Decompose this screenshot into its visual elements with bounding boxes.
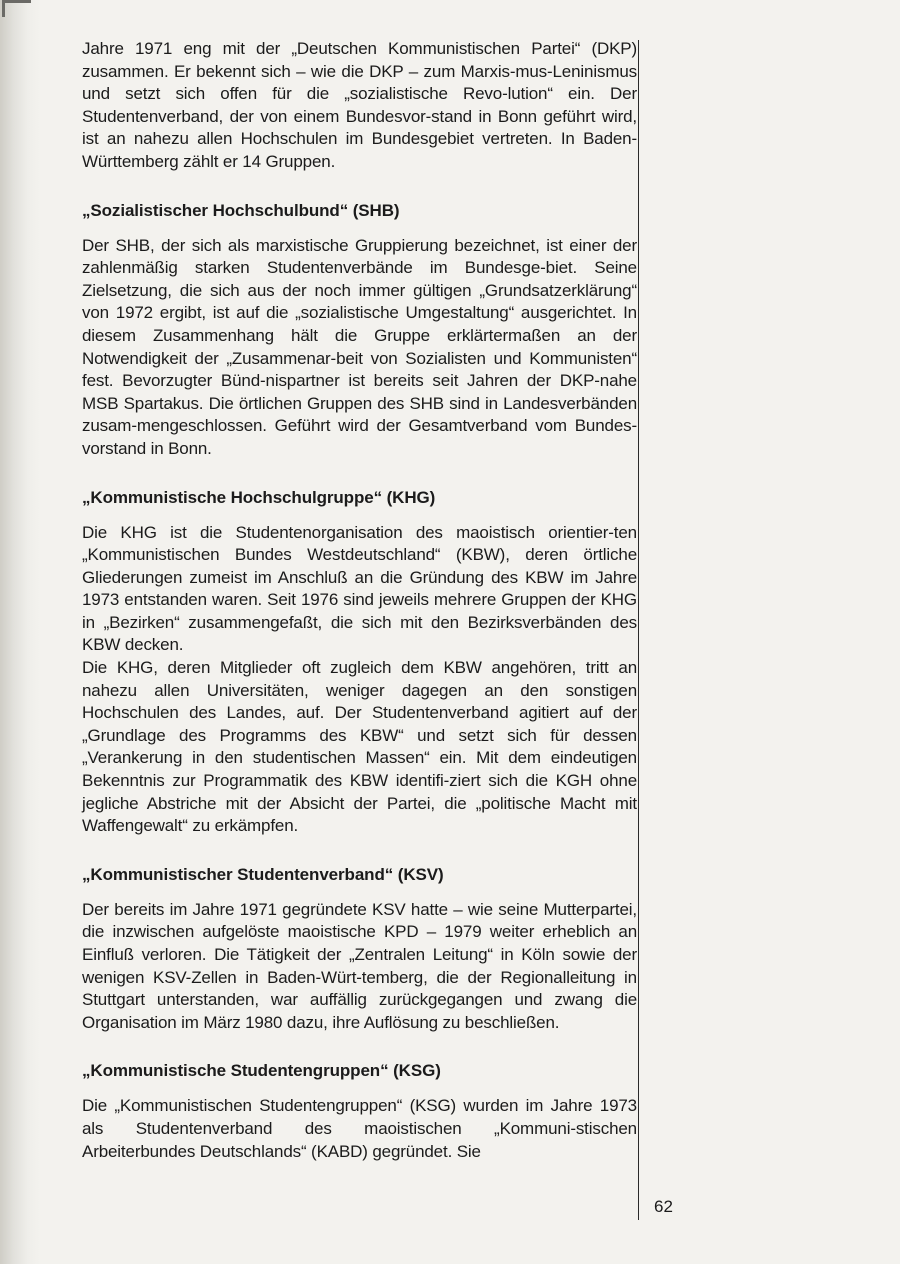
section-heading-ksv: „Kommunistischer Studentenverband“ (KSV)	[82, 864, 444, 884]
page-binding-shadow	[0, 0, 40, 1264]
section-heading-ksg: „Kommunistische Studentengruppen“ (KSG)	[82, 1061, 441, 1081]
section-heading-shb: „Sozialistischer Hochschulbund“ (SHB)	[82, 200, 400, 220]
section-heading-khg: „Kommunistische Hochschulgruppe“ (KHG)	[82, 487, 436, 507]
margin-rule	[638, 40, 639, 1220]
section-paragraph-khg-1: Die KHG ist die Studentenorganisation des maoistisch orientier-ten „Kommunistischen Bundes Westdeutschland“ (KBW), deren örtliche Gliederungen zumeist im Anschluß an die Gründung des KBW im Jahre 1973 entstanden waren. Seit 1976 sind jeweils mehrere Gruppen der KHG in „Bezirken“ zusammengefaßt, die sich mit den Bezirksverbänden des KBW decken.	[82, 522, 637, 655]
document-page	[82, 38, 637, 1163]
scan-corner-mark	[2, 0, 31, 17]
intro-paragraph: Jahre 1971 eng mit der „Deutschen Kommunistischen Partei“ (DKP) zusammen. Er bekennt sich – wie die DKP – zum Marxis-mus-Leninismus und setzt sich offen für die „sozialistische Revo-lution“ ein. Der Studentenverband, der von einem Bundesvor-stand in Bonn geführt wird, ist an nahezu allen Hochschulen im Bundesgebiet vertreten. In Baden-Württemberg zählt er 14 Gruppen.	[82, 39, 637, 171]
section-paragraph-ksv: Der bereits im Jahre 1971 gegründete KSV hatte – wie seine Mutterpartei, die inzwischen aufgelöste maoistische KPD – 1979 weiter erheblich an Einfluß verloren. Die Tätigkeit der „Zentralen Leitung“ in Köln sowie der wenigen KSV-Zellen in Baden-Würt-temberg, die der Regionalleitung in Stuttgart unterstanden, war auffällig zurückgegangen und zwang die Organisation im März 1980 dazu, ihre Auflösung zu beschließen.	[82, 899, 637, 1032]
section-paragraph-ksg: Die „Kommunistischen Studentengruppen“ (KSG) wurden im Jahre 1973 als Studentenverband des maoistischen „Kommuni-stischen Arbeiterbundes Deutschlands“ (KABD) gegründet. Sie	[82, 1096, 637, 1161]
page-number: 62	[654, 1197, 673, 1216]
section-paragraph-khg-2: Die KHG, deren Mitglieder oft zugleich dem KBW angehören, tritt an nahezu allen Universitäten, weniger dagegen an den sonstigen Hochschulen des Landes, auf. Der Studentenverband agitiert auf der „Grundlage des Programms des KBW“ und setzt sich für dessen „Verankerung in den studentischen Massen“ ein. Mit dem eindeutigen Bekenntnis zur Programmatik des KBW identifi-ziert sich die KGH ohne jegliche Abstriche mit der Absicht der Partei, die „politische Macht mit Waffengewalt“ zu erkämpfen.	[82, 658, 637, 836]
section-paragraph-shb: Der SHB, der sich als marxistische Gruppierung bezeichnet, ist einer der zahlenmäßig starken Studentenverbände im Bundesge-biet. Seine Zielsetzung, die sich aus der noch immer gültigen „Grundsatzerklärung“ von 1972 ergibt, ist auf die „sozialistische Umgestaltung“ ausgerichtet. In diesem Zusammenhang hält die Gruppe erklärtermaßen an der Notwendigkeit der „Zusammenar-beit von Sozialisten und Kommunisten“ fest. Bevorzugter Bünd-nispartner ist bereits seit Jahren der DKP-nahe MSB Spartakus. Die örtlichen Gruppen des SHB sind in Landesverbänden zusam-mengeschlossen. Geführt wird der Gesamtverband vom Bundes-vorstand in Bonn.	[82, 235, 637, 458]
